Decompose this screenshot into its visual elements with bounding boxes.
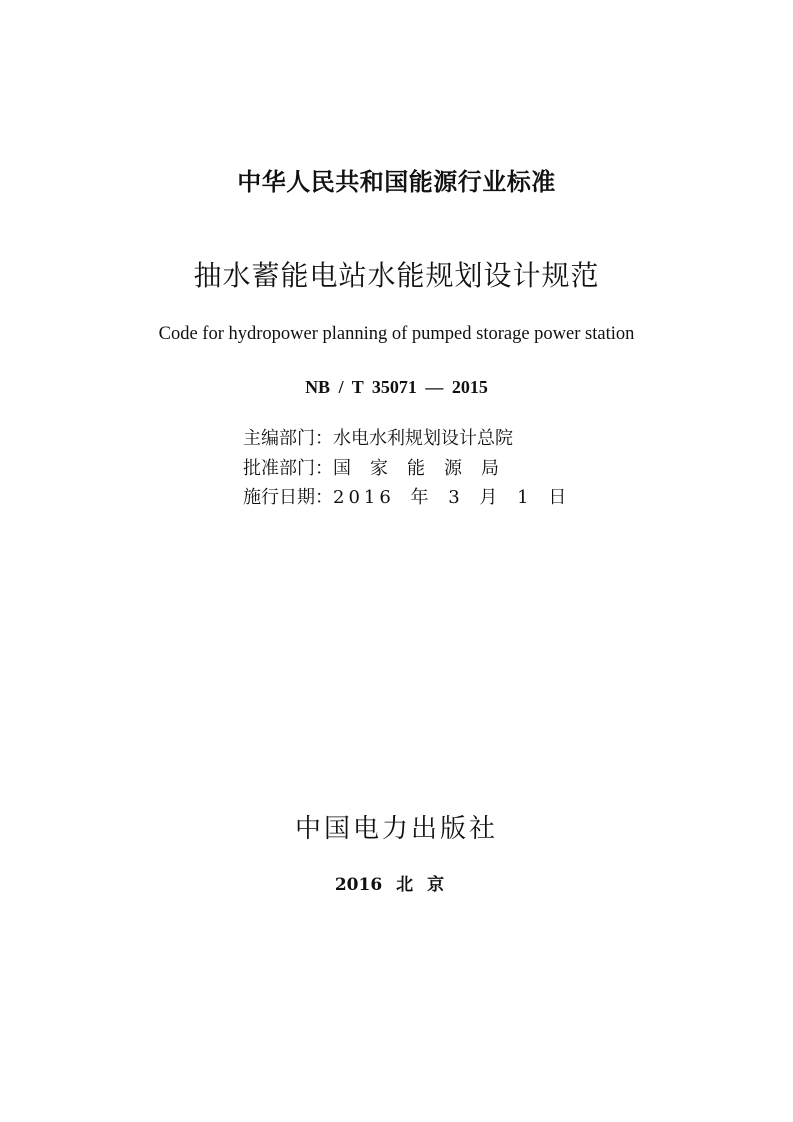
publication-year: 2016 <box>334 875 383 895</box>
document-title: 抽水蓄能电站水能规划设计规范 <box>193 259 600 292</box>
publication-city: 北京 <box>396 875 459 895</box>
approver-line <box>243 455 518 483</box>
effective-date-line <box>243 484 570 512</box>
effective-date-label: 施行日期： <box>243 487 333 508</box>
approver-label: 批准部门： <box>243 458 333 479</box>
effective-date-value: 2016 年 3 月 1 日 <box>333 487 571 508</box>
editor-label: 主编部门： <box>243 428 333 449</box>
document-title-english: Code for hydropower planning of pumped storage power station <box>158 324 635 344</box>
publication-line <box>0 872 793 898</box>
approver-value: 国家能源局 <box>333 458 518 479</box>
standard-number: NB / T 35071 — 2015 <box>305 377 488 397</box>
editor-value: 水电水利规划设计总院 <box>333 428 513 449</box>
editor-line <box>243 425 513 453</box>
series-title: 中华人民共和国能源行业标准 <box>237 168 556 196</box>
publisher-name: 中国电力出版社 <box>294 814 498 844</box>
